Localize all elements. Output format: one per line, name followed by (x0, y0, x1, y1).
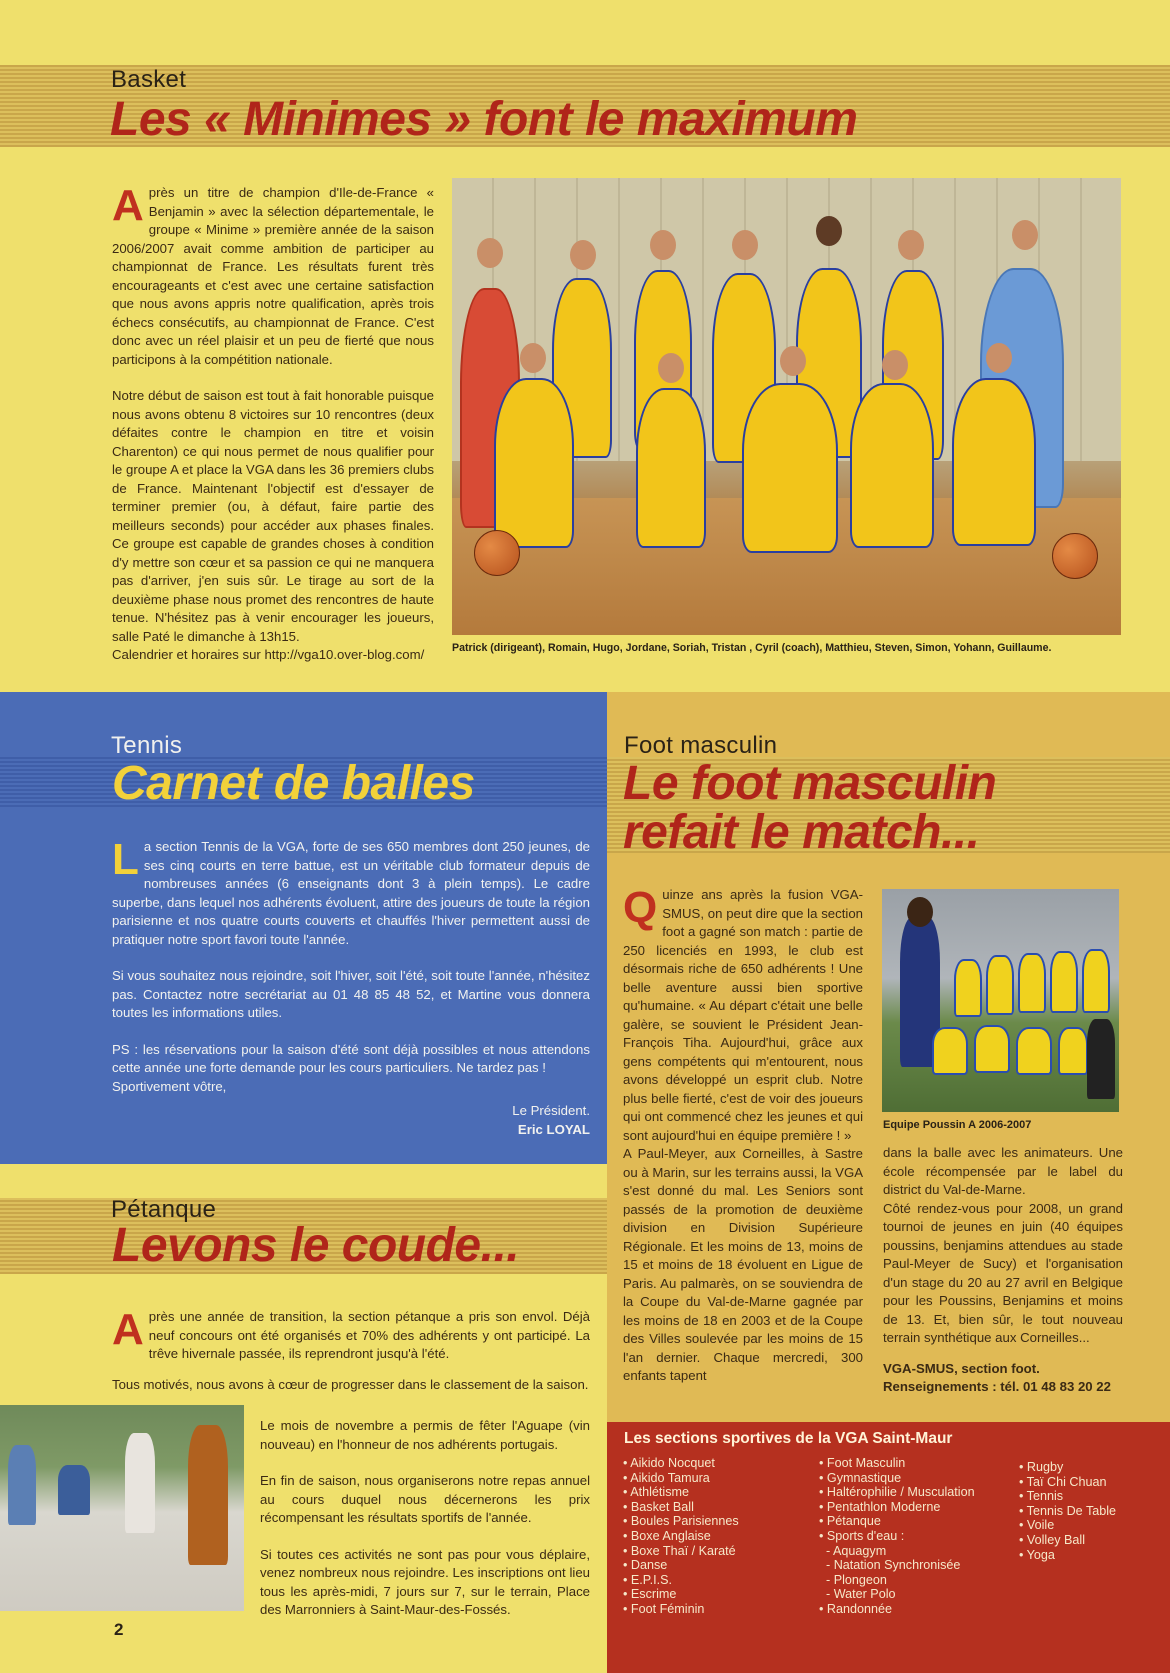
petanque-photo (0, 1405, 244, 1611)
sections-item: • Athlétisme (623, 1485, 690, 1500)
sections-item: • Volley Ball (1019, 1532, 1086, 1547)
sections-col-1 (623, 1456, 739, 1617)
sections-item: • Aikido Tamura (623, 1470, 710, 1485)
sections-item: • Pétanque (819, 1514, 881, 1529)
foot-article-col1 (623, 883, 863, 1404)
page-number: 2 (114, 1620, 124, 1639)
petanque-paragraph-2: En fin de saison, nous organiserons notre repas annuel au cours duquel nous décernerons les prix récompensant les résultats sportifs de l'année. (260, 1473, 590, 1525)
petanque-intro-text: près une année de transition, la section pétanque a pris son envol. Déjà neuf concours ont été organisés et 70% des adhérents y ont participé. La trêve hivernale passée, ils reprendront jusqu'à l'été. (148, 1309, 590, 1361)
sections-title: Les sections sportives de la VGA Saint-Maur (624, 1430, 953, 1447)
sections-item: - Aquagym (819, 1543, 887, 1558)
tennis-signature-name: Eric LOYAL (517, 1121, 590, 1137)
petanque-intro (112, 1305, 590, 1412)
sections-item: • E.P.I.S. (623, 1572, 672, 1587)
tennis-paragraph-2: Si vous souhaitez nous rejoindre, soit l'hiver, soit l'été, soit toute l'année, n'hésitez pas. Contactez notre secrétariat au 01 48 85 48 52, et Martine vous donnera toutes les informations utiles. (112, 968, 590, 1020)
foot-col1-text: uinze ans après la fusion VGA-SMUS, on peut dire que la section foot a gagné son match : partie de 250 licenciés en 1993, le club est désormais riche de 650 adhérents ! Une belle aventure aussi bien sportive qu'humaine. « Au départ c'était une belle galère, se souvient le Président Jean-François Tiha. Aujourd'hui, grâce aux gens compétents qui m'entourent, nous avons développé un esprit club. Notre plus belle fierté, c'est de voir des joueurs qui ont commencé chez les jeunes et qui sont aujourd'hui en équipe première ! » A Paul-Meyer, aux Corneilles, à Sastre ou à Marin, sur les terrains aussi, la VGA s'est donné du mal. Les Seniors sont passés de la promotion de deuxième division en Division Supérieure Régionale. Et les moins de 13, moins de 15 et moins de 18 évoluent en Ligue de Paris. Au palmarès, on se souviendra de la Coupe du Val-de-Marne gagnée par les moins de 18 en 2003 et de la Coupe des Villes soulevée par les moins de 15 l'an dernier. Chaque mercredi, 300 enfants tapent (623, 887, 863, 1383)
sections-item: • Boules Parisiennes (623, 1514, 739, 1529)
sections-item: • Boxe Anglaise (623, 1528, 711, 1543)
tennis-paragraph-3: PS : les réservations pour la saison d'été sont déjà possibles et nous attendons cette année une forte demande pour les cours particuliers. Ne tardez pas ! Sportivement vôtre, (112, 1041, 590, 1094)
basket-team-photo (452, 178, 1121, 635)
sections-item: • Gymnastique (819, 1470, 902, 1485)
sections-item: - Plongeon (819, 1572, 887, 1587)
basket-dropcap: A (112, 181, 144, 230)
foot-contact-line1: VGA-SMUS, section foot. (883, 1360, 1040, 1376)
sections-item: • Foot Féminin (623, 1601, 705, 1616)
foot-kicker: Foot masculin (624, 732, 778, 759)
sections-col-2 (819, 1456, 975, 1617)
basket-paragraph-2: Notre début de saison est tout à fait honorable puisque nous avons obtenu 8 victoires sur 10 rencontres (deux défaites contre le champion en titre et voisin Charenton) ce qui nous permet de nous qualifier pour le groupe A et place la VGA dans les 36 premiers clubs de France. Maintenant l'objectif est d'essayer de terminer premier (ou, à défaut, faire partie des meilleurs seconds) pour accéder aux phases finales. Ce groupe est capable de grandes choses à condition d'y mettre son cœur et sa passion ce qui ne manquera pas d'arriver, j'en suis sûr. Le tirage au sort de la deuxième phase nous promet des rencontres de haute tenue. N'hésitez pas à venir encourager les joueurs, salle Paté le dimanche à 13h15. Calendrier et horaires sur http://vga10.over-blog.com/ (112, 388, 434, 662)
sections-item: • Rugby (1019, 1460, 1064, 1474)
sections-item: • Voile (1019, 1518, 1055, 1533)
sections-item: • Danse (623, 1558, 668, 1573)
sections-item: - Water Polo (819, 1587, 896, 1602)
tennis-headline: Carnet de balles (112, 757, 475, 810)
foot-headline-line1: Le foot masculin (623, 757, 997, 810)
foot-article-col2 (883, 1144, 1123, 1397)
tennis-dropcap: L (112, 835, 139, 884)
tennis-signature-role: Le Président. (512, 1103, 590, 1118)
petanque-line: Tous motivés, nous avons à cœur de progresser dans le classement de la saison. (112, 1376, 589, 1392)
foot-team-photo (882, 889, 1119, 1112)
sections-item: • Sports d'eau : (819, 1528, 905, 1543)
foot-contact-line2: Renseignements : tél. 01 48 83 20 22 (883, 1379, 1111, 1394)
sections-item: • Aikido Nocquet (623, 1456, 715, 1470)
sections-item: • Haltérophilie / Musculation (819, 1485, 975, 1500)
sections-item: • Randonnée (819, 1601, 893, 1616)
sections-item: • Boxe Thaï / Karaté (623, 1543, 736, 1558)
petanque-headline: Levons le coude... (112, 1219, 520, 1272)
basket-article (112, 181, 434, 683)
sections-item: • Tennis (1019, 1489, 1064, 1504)
basket-photo-caption: Patrick (dirigeant), Romain, Hugo, Jordane, Soriah, Tristan , Cyril (coach), Matthieu, Steven, Simon, Yohann, Guillaume. (452, 642, 1052, 654)
sections-col-3 (1019, 1460, 1116, 1562)
tennis-paragraph-1: a section Tennis de la VGA, forte de ses 650 membres dont 250 jeunes, de ses cinq courts en terre battue, est un véritable club formateur depuis de nombreuses années (6 enseignants dont 3 à plein temps). Le cadre superbe, dans lequel nos adhérents évoluent, attire des joueurs de toute la région parisienne et nos quatre courts couverts et chauffés l'hiver permettent aussi de pratiquer notre sport favori toute l'année. (112, 839, 590, 947)
petanque-paragraph-3: Si toutes ces activités ne sont pas pour vous déplaire, venez nombreux nous rejoindre. Les inscriptions ont lieu tous les après-midi, 7 jours sur 7, sur le terrain, Place des Marronniers à Saint-Maur-des-Fossés. (260, 1546, 590, 1617)
basket-paragraph-1: près un titre de champion d'Ile-de-France « Benjamin » avec la sélection départementale, le groupe « Minime » première année de la saison 2006/2007 avait comme ambition de participer au championnat de France. Les résultats furent très encourageants et c'est avec une certaine satisfaction que nous avons appris notre qualification, après trois échecs consécutifs, au championnat de France. C'est donc avec un réel plaisir et un peu de fierté que nous participons à la compétition nationale. (112, 185, 434, 367)
sections-item: • Basket Ball (623, 1499, 694, 1514)
petanque-kicker: Pétanque (111, 1196, 217, 1223)
tennis-kicker: Tennis (111, 732, 183, 759)
petanque-paragraph-1: Le mois de novembre a permis de fêter l'Aguape (vin nouveau) en l'honneur de nos adhérents portugais. (260, 1418, 590, 1452)
sections-item: • Pentathlon Moderne (819, 1499, 941, 1514)
sections-item: • Tennis De Table (1019, 1503, 1117, 1518)
sections-item: • Taï Chi Chuan (1019, 1474, 1107, 1489)
sections-box (607, 1422, 1170, 1673)
basket-kicker: Basket (111, 66, 187, 93)
sections-item: • Foot Masculin (819, 1456, 906, 1470)
petanque-dropcap: A (112, 1305, 144, 1354)
foot-col2-text: dans la balle avec les animateurs. Une école récompensée par le label du district du Val-de-Marne. Côté rendez-vous pour 2008, un grand tournoi de jeunes en juin (40 équipes poussins, benjamins attendues au stade Paul-Meyer de Sucy) et l'organisation d'un stage du 20 au 27 avril en Belgique pour les Poussins, Benjamins et moins de 13. Et, bien sûr, le tout nouveau terrain synthétique aux Corneilles... (883, 1145, 1123, 1345)
petanque-article (260, 1417, 590, 1638)
foot-photo-caption: Equipe Poussin A 2006-2007 (883, 1119, 1032, 1131)
sections-item: • Yoga (1019, 1547, 1055, 1562)
tennis-article (112, 835, 590, 1139)
foot-headline-line2: refait le match... (623, 806, 980, 859)
sections-item: - Natation Synchronisée (819, 1558, 961, 1573)
foot-dropcap: Q (623, 883, 658, 932)
basket-headline: Les « Minimes » font le maximum (110, 93, 858, 146)
sections-item: • Escrime (623, 1587, 677, 1602)
